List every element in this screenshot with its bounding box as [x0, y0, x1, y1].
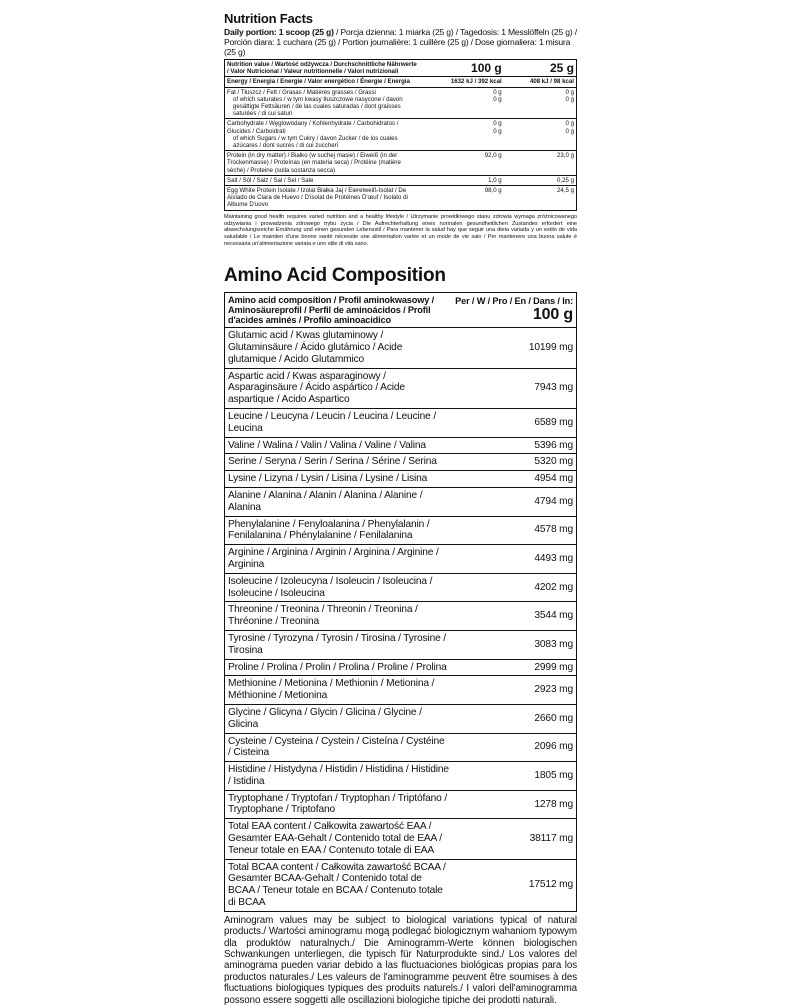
portion-line	[224, 27, 577, 57]
amino-value: 6589 mg	[452, 408, 576, 437]
amino-row	[225, 328, 577, 368]
nutrition-label: Salt / Sól / Salz / Sal / Sel / Sale	[227, 176, 314, 184]
amino-row	[225, 602, 577, 631]
nutrition-value: 0 g	[493, 95, 502, 103]
nutrition-value-cell	[422, 87, 504, 119]
label-panel	[224, 12, 577, 1006]
amino-name: Tryptophane / Tryptofan / Tryptophan / Triptófano / Tryptophane / Triptofano	[225, 790, 453, 819]
nutrition-row	[225, 119, 577, 151]
amino-row	[225, 573, 577, 602]
nutrition-sublabel: of which saturates / w tym kwasy tłuszczowe nasycone / davon gesättigte Fettsäuren / de las cuales saturadas / dont graisses saturées / di cui saturi	[233, 95, 403, 118]
amino-value: 1278 mg	[452, 790, 576, 819]
amino-name: Glutamic acid / Kwas glutaminowy / Glutaminsäure / Ácido glutámico / Acide glutamique / Acido Glutammico	[225, 328, 453, 368]
nutrition-value: 0,25 g	[557, 176, 574, 184]
nutrition-row	[225, 77, 577, 87]
nutrition-header-row	[225, 60, 577, 77]
nutrition-row-label	[225, 175, 422, 185]
nutrition-row	[225, 186, 577, 211]
amino-value: 4202 mg	[452, 573, 576, 602]
amino-header-amount: 100 g	[532, 306, 573, 324]
nutrition-value: 0 g	[565, 127, 574, 135]
nutrition-value: 0 g	[493, 88, 502, 96]
amino-value: 7943 mg	[452, 368, 576, 408]
amino-value: 5396 mg	[452, 437, 576, 454]
nutrition-value-cell	[504, 151, 577, 176]
amino-value: 1805 mg	[452, 762, 576, 791]
amino-row	[225, 819, 577, 859]
amino-name: Arginine / Arginina / Arginin / Arginina / Arginine / Arginina	[225, 545, 453, 574]
amino-row	[225, 733, 577, 762]
amino-name: Valine / Walina / Valin / Valina / Valine / Valina	[225, 437, 453, 454]
nutrition-value: 24,5 g	[557, 187, 574, 195]
amino-row	[225, 659, 577, 676]
nutrition-value: 1,0 g	[488, 176, 502, 184]
amino-note: Aminogram values may be subject to biological variations typical of natural products./ Wartości aminogramu mogą podlegać biologicznym wahaniom typowym dla produktów naturalnych./ Die Aminogramm-Werte können biologischen Schwankungen unterliegen, die typisch für Naturprodukte sind./ Los valores del aminograma pueden variar debido a las fluctuaciones biológicas propias para los productos naturales./ Les valeurs de l'aminogramme peuvent être soumises à des fluctuations biologiques typiques des produits naturels./ I valori dell'aminogramma possono essere soggetti alle oscillazioni biologiche tipiche dei prodotti naturali.	[224, 914, 577, 1006]
amino-row	[225, 704, 577, 733]
amino-value: 2923 mg	[452, 676, 576, 705]
amino-name: Cysteine / Cysteina / Cystein / Cisteína / Cystéine / Cisteina	[225, 733, 453, 762]
amino-value: 2999 mg	[452, 659, 576, 676]
amino-name: Total EAA content / Całkowita zawartość EAA / Gesamter EAA-Gehalt / Contenido total de EAA / Teneur totale en EAA / Contenuto totale di EAA	[225, 819, 453, 859]
amino-row	[225, 859, 577, 911]
nutrition-value: 92,0 g	[484, 152, 502, 160]
amino-name: Total BCAA content / Całkowita zawartość BCAA / Gesamter BCAA-Gehalt / Contenido total de BCAA / Teneur totale en BCAA / Contenuto totale di BCAA	[225, 859, 453, 911]
amino-name: Phenylalanine / Fenyloalanina / Phenylalanin / Fenilalanina / Phénylalanine / Fenilalanina	[225, 516, 453, 545]
nutrition-label: Energy / Energia / Energie / Valor energético / Énergie / Energia	[227, 78, 410, 86]
amino-value: 4493 mg	[452, 545, 576, 574]
amino-row	[225, 790, 577, 819]
nutrition-header-col2: 25 g	[549, 61, 574, 75]
nutrition-row-label	[225, 77, 422, 87]
amino-table	[224, 292, 577, 912]
amino-row	[225, 676, 577, 705]
nutrition-note: Maintaining good health requires varied nutrition and a healthy lifestyle / Utrzymanie prowidłowego stanu zdrowia wymaga zróżnicowanego odżywiania i prowadzenia zdrowego trybu życia / Die Aufrechterhaltung eines normalen gesundheitlichen Zustandes erfordert eine abwechslungsreiche Ernährung und einen gesunden Lebensstil / Para mantener la salud hay que seguir una dieta variada y un estilo de vida saludable / Le maintien d'une bonne santé nécessite une alimentation variée et un mode de vie sain / Per mantenere una buona salute è necessaria un'alimentazione variata e uno stile di vita sano.	[224, 213, 577, 248]
nutrition-value-cell	[504, 119, 577, 151]
amino-name: Tyrosine / Tyrozyna / Tyrosin / Tirosina / Tyrosine / Tirosina	[225, 630, 453, 659]
amino-row	[225, 408, 577, 437]
portion-line-2: Porción diara: 1 cuchara (25 g) / Portion journalière: 1 cuillère (25 g) / Dose giornaliera: 1 misura (25 g)	[224, 37, 571, 57]
amino-name: Methionine / Metionina / Methionin / Metionina / Méthionine / Metionina	[225, 676, 453, 705]
nutrition-row-label	[225, 151, 422, 176]
amino-name: Serine / Seryna / Serin / Serina / Sérine / Serina	[225, 454, 453, 471]
amino-row	[225, 545, 577, 574]
amino-row	[225, 487, 577, 516]
amino-name: Alanine / Alanina / Alanin / Alanina / Alanine / Alanina	[225, 487, 453, 516]
amino-row	[225, 454, 577, 471]
portion-label: Daily portion: 1 scoop (25 g)	[224, 27, 334, 37]
amino-value: 2096 mg	[452, 733, 576, 762]
amino-title: Amino Acid Composition	[224, 265, 446, 287]
nutrition-label: Fat / Tłuszcz / Fett / Grasas / Matières grasses / Grassi	[227, 88, 376, 96]
nutrition-value-cell	[504, 77, 577, 87]
amino-value: 5320 mg	[452, 454, 576, 471]
nutrition-value: 0 g	[565, 95, 574, 103]
nutrition-title: Nutrition Facts	[224, 11, 313, 26]
amino-value: 3083 mg	[452, 630, 576, 659]
amino-name: Aspartic acid / Kwas asparaginowy / Asparaginsäure / Ácido aspártico / Acide aspartique / Acido Aspartico	[225, 368, 453, 408]
nutrition-value: 1632 kJ / 392 kcal	[450, 78, 502, 86]
amino-name: Lysine / Lizyna / Lysin / Lisina / Lysine / Lisina	[225, 471, 453, 488]
amino-name: Threonine / Treonina / Threonin / Treonina / Thréonine / Treonina	[225, 602, 453, 631]
amino-row	[225, 368, 577, 408]
nutrition-value: 0 g	[565, 88, 574, 96]
nutrition-value-cell	[422, 151, 504, 176]
amino-header-label: Amino acid composition / Profil aminokwasowy / Aminosäureprofil / Perfil de aminoácidos / Profil d'acides aminés / Profilo aminoacidico	[225, 293, 453, 328]
amino-value: 17512 mg	[452, 859, 576, 911]
nutrition-sublabel: of which Sugars / w tym Cukry / davon Zucker / de los cuales azúcares / dont sucres / di cui zuccheri	[233, 134, 398, 150]
amino-value: 2660 mg	[452, 704, 576, 733]
nutrition-value-cell	[422, 186, 504, 211]
nutrition-label: Protein (in dry matter) / Białko (w suchej masie) / Eiweiß (in der Trockenmasse) / Proteínas (en materia seca) / Protéine (matière sèche) / Proteine (sulla sostanza secca)	[227, 152, 401, 174]
portion-rest: / Porcja dzienna: 1 miarka (25 g) / Tagedosis: 1 Messlöffeln (25 g) /	[333, 27, 577, 37]
amino-value: 10199 mg	[452, 328, 576, 368]
amino-row	[225, 630, 577, 659]
amino-value: 4794 mg	[452, 487, 576, 516]
nutrition-value-cell	[504, 87, 577, 119]
nutrition-row	[225, 151, 577, 176]
amino-row	[225, 762, 577, 791]
nutrition-value-cell	[422, 119, 504, 151]
nutrition-row	[225, 175, 577, 185]
amino-name: Glycine / Glicyna / Glycin / Glicina / Glycine / Glicina	[225, 704, 453, 733]
amino-row	[225, 437, 577, 454]
amino-name: Proline / Prolina / Prolin / Prolina / Proline / Prolina	[225, 659, 453, 676]
amino-header-per: Per / W / Pro / En / Dans / In:	[455, 296, 573, 307]
nutrition-value: 0 g	[493, 127, 502, 135]
amino-name: Histidine / Histydyna / Histidin / Histidina / Histidine / Istidina	[225, 762, 453, 791]
nutrition-value: 408 kJ / 98 kcal	[529, 78, 574, 86]
amino-value: 4954 mg	[452, 471, 576, 488]
nutrition-value-cell	[422, 175, 504, 185]
nutrition-value: 0 g	[493, 120, 502, 128]
amino-name: Leucine / Leucyna / Leucin / Leucina / Leucine / Leucina	[225, 408, 453, 437]
nutrition-row-label	[225, 186, 422, 211]
nutrition-row-label	[225, 119, 422, 151]
nutrition-value: 98,0 g	[484, 187, 502, 195]
amino-row	[225, 516, 577, 545]
nutrition-label: Egg White Protein Isolate / Izolat Białka Jaj / Eierelweiß-Isolat / De Aislado de Clara de Huevo / D'isolat de Protéines D'œuf / Isolato di Albume D'uovo	[227, 187, 408, 209]
nutrition-value-cell	[504, 175, 577, 185]
nutrition-row-label	[225, 87, 422, 119]
amino-header-row	[225, 293, 577, 328]
amino-value: 3544 mg	[452, 602, 576, 631]
nutrition-value-cell	[504, 186, 577, 211]
nutrition-header-label: Nutrition value / Wartość odżywcza / Durchschnittliche Nährwerte / Valor Nutricional / Valeur nutritionnelle / Valori nutrizionali	[227, 61, 417, 76]
nutrition-label: Carbohydrate / Węglowodany / Kohlenhydrate / Carbohidratos / Glucides / Carboidrati	[227, 120, 399, 135]
amino-name: Isoleucine / Izoleucyna / Isoleucin / Isoleucina / Isoleucine / Isoleucina	[225, 573, 453, 602]
amino-value: 38117 mg	[452, 819, 576, 859]
nutrition-value: 0 g	[565, 120, 574, 128]
nutrition-table	[224, 59, 577, 211]
amino-row	[225, 471, 577, 488]
nutrition-row	[225, 87, 577, 119]
nutrition-header-col1: 100 g	[471, 61, 502, 75]
nutrition-value: 23,0 g	[557, 152, 574, 160]
amino-value: 4578 mg	[452, 516, 576, 545]
nutrition-value-cell	[422, 77, 504, 87]
